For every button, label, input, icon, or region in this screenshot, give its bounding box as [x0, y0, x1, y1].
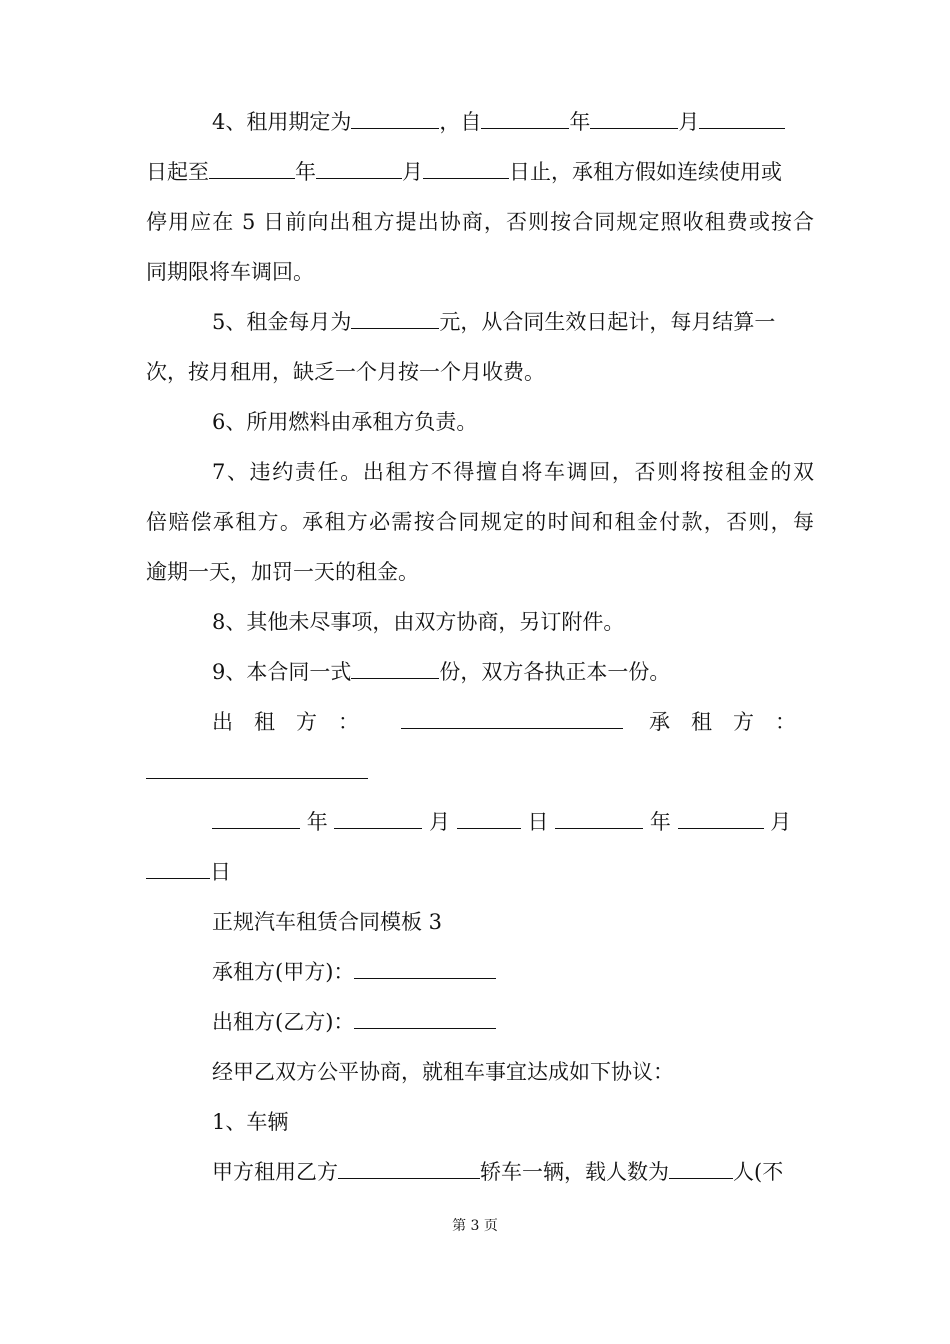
- blank-field: [555, 808, 643, 829]
- blank-field: [316, 158, 402, 179]
- blank-field: [354, 1008, 496, 1029]
- clause-5-line-2: 次，按月租用，缺乏一个月按一个月收费。: [146, 360, 545, 384]
- clause-4-line-3: 停用应在 5 日前向出租方提出协商，否则按合同规定照收租费或按合: [146, 210, 814, 234]
- vehicle-clause: 甲方租用乙方 轿车一辆，载人数为 人(不: [212, 1160, 784, 1184]
- clause-8: 8、其他未尽事项，由双方协商，另订附件。: [212, 610, 625, 634]
- clause-7-line-1: 7、违约责任。出租方不得擅自将车调回，否则将按租金的双: [212, 460, 814, 484]
- blank-field: [351, 108, 439, 129]
- clause-6: 6、所用燃料由承租方负责。: [212, 410, 478, 434]
- clause-7-line-3: 逾期一天，加罚一天的租金。: [146, 560, 419, 584]
- blank-field: [212, 808, 300, 829]
- lessee-party-a: 承租方(甲方)：: [212, 957, 814, 987]
- blank-field: [481, 108, 569, 129]
- clause-4-line-2: 日起至 年 月 日止，承租方假如连续使用或: [146, 160, 782, 184]
- clause-4-line-1: 4、租用期定为 ，自 年 月: [212, 107, 814, 137]
- blank-field: [146, 858, 210, 879]
- clause-5-line-1: 5、租金每月为 元，从合同生效日起计，每月结算一: [212, 310, 776, 334]
- blank-field: [334, 808, 422, 829]
- blank-field: [423, 158, 509, 179]
- lessor-signature-blank: [401, 708, 623, 729]
- blank-field: [590, 108, 678, 129]
- lessor-label: 出 租 方 ：: [212, 710, 359, 734]
- blank-field: [351, 308, 439, 329]
- clause-7-line-2: 倍赔偿承租方。承租方必需按合同规定的时间和租金付款，否则，每: [146, 510, 814, 534]
- signature-parties: [212, 707, 814, 737]
- agreement-intro: 经甲乙双方公平协商，就租车事宜达成如下协议：: [212, 1060, 674, 1084]
- blank-field: [338, 1158, 480, 1179]
- section-title: 正规汽车租赁合同模板 3: [212, 910, 443, 934]
- clause-9: 9、本合同一式 份，双方各执正本一份。: [212, 660, 671, 684]
- lessee-signature-line: [146, 757, 814, 787]
- lessor-party-b: 出租方(乙方)：: [212, 1007, 814, 1037]
- blank-field: [669, 1158, 733, 1179]
- lessee-signature-blank: [146, 758, 368, 779]
- page-number: 第 3 页: [452, 1218, 498, 1234]
- lessee-label: 承 租 方 ：: [649, 710, 796, 734]
- blank-field: [351, 658, 439, 679]
- section-1-heading: 1、车辆: [212, 1110, 289, 1134]
- blank-field: [678, 808, 764, 829]
- signature-dates: 年 月 日 年 月: [212, 807, 814, 837]
- clause-4-line-4: 同期限将车调回。: [146, 260, 314, 284]
- blank-field: [457, 808, 521, 829]
- signature-day-line: 日: [146, 857, 814, 887]
- blank-field: [354, 958, 496, 979]
- blank-field: [209, 158, 295, 179]
- blank-field: [699, 108, 785, 129]
